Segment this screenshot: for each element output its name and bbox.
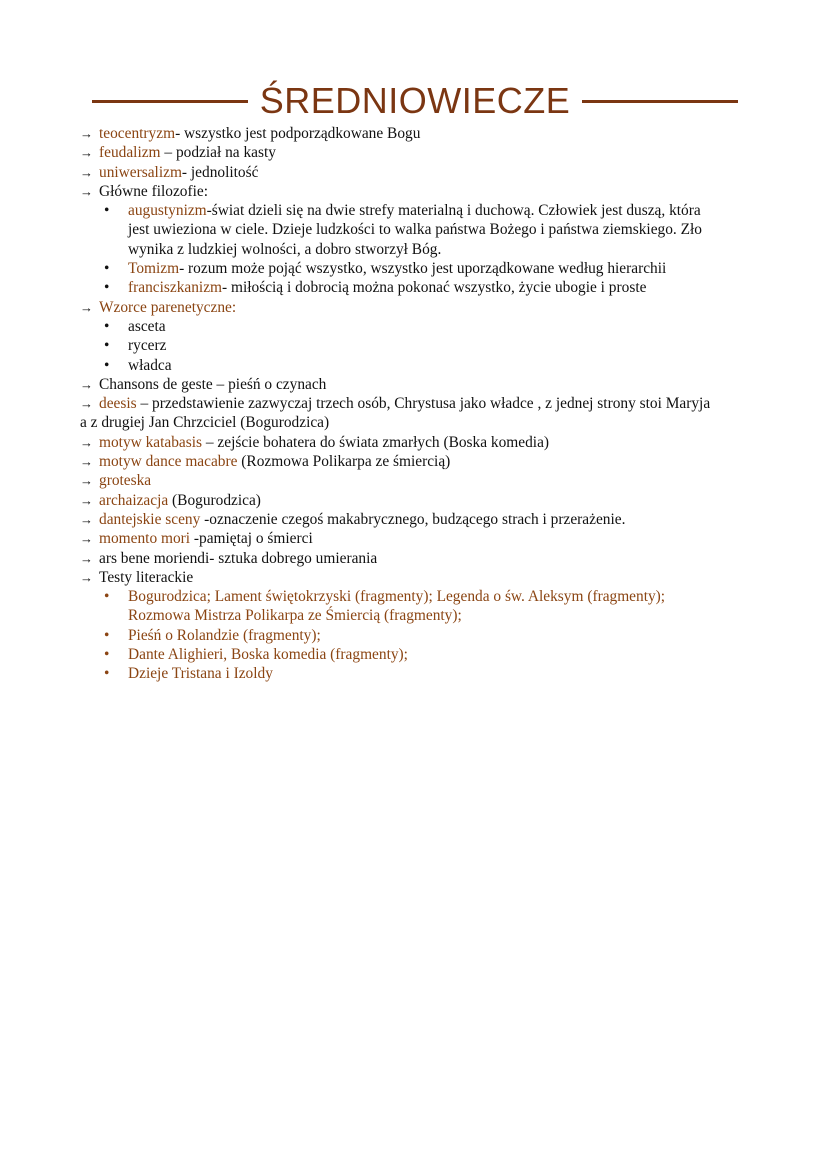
list-item [80, 163, 720, 182]
bullet-icon: • [104, 260, 110, 278]
list-item [80, 124, 720, 143]
notes-content [80, 124, 720, 684]
arrow-icon: → [80, 492, 93, 508]
arrow-icon: → [80, 550, 93, 566]
bullet-icon: • [104, 626, 110, 644]
list-item [80, 549, 720, 568]
philosophy-item [80, 201, 720, 259]
list-item [80, 471, 720, 490]
term: archaizacja [99, 491, 169, 509]
term: motyw dance macabre [99, 453, 238, 471]
term: momento mori [99, 530, 191, 548]
list-item [80, 510, 720, 529]
term: uniwersalizm [99, 163, 182, 181]
parenetic-item [80, 356, 720, 375]
arrow-icon: → [80, 164, 93, 180]
parenetic-label: rycerz [128, 337, 167, 355]
list-item [80, 452, 720, 471]
literary-text-label: Bogurodzica; Lament świętokrzyski (fragmenty); Legenda o św. Aleksym (fragmenty); Rozmowa Mistrza Polikarpa ze Śmiercią (fragmenty); [128, 588, 666, 625]
arrow-icon: → [80, 511, 93, 527]
term: augustynizm [128, 202, 207, 220]
arrow-icon: → [80, 396, 93, 412]
definition: - jednolitość [181, 163, 259, 181]
term: motyw katabasis [99, 433, 203, 451]
arrow-icon: → [80, 531, 93, 547]
definition: - wszystko jest podporządkowane Bogu [175, 125, 421, 142]
term: feudalizm [99, 144, 161, 162]
list-item [80, 375, 720, 394]
list-item [80, 568, 720, 587]
philosophy-item [80, 259, 720, 278]
term: dantejskie sceny [99, 510, 201, 528]
list-item [80, 143, 720, 162]
arrow-icon: → [80, 126, 93, 141]
bullet-icon: • [104, 588, 110, 606]
definition: -pamiętaj o śmierci [190, 530, 313, 548]
definition: – podział na kasty [160, 144, 276, 162]
philosophy-item [80, 278, 720, 297]
arrow-icon: → [80, 299, 93, 315]
literary-text-label: Pieśń o Rolandzie (fragmenty); [128, 626, 321, 644]
section-heading: Wzorce parenetyczne: [99, 298, 237, 316]
term: deesis [99, 395, 137, 413]
section-heading: Główne filozofie: [99, 182, 208, 200]
definition: - miłością i dobrocią można pokonać wszystko, życie ubogie i proste [222, 279, 647, 297]
arrow-icon: → [80, 569, 93, 585]
term: groteska [99, 472, 152, 490]
definition: – zejście bohatera do świata zmarłych (Boska komedia) [202, 433, 550, 451]
arrow-icon: → [80, 473, 93, 489]
list-item [80, 491, 720, 510]
term: Tomizm [128, 260, 180, 278]
definition: (Bogurodzica) [168, 491, 261, 509]
title-row [92, 78, 738, 124]
definition: – przedstawienie zazwyczaj trzech osób, Chrystusa jako władce , z jednej strony stoi Maryja a z drugiej Jan Chrzciciel (Bogurodzica) [80, 395, 711, 432]
bullet-icon: • [104, 317, 110, 335]
parenetic-item [80, 336, 720, 355]
definition: -świat dzieli się na dwie strefy materialną i duchową. Człowiek jest duszą, która jest uwieziona w ciele. Dzieje ludzkości to walka państwa Bożego i państwa ziemskiego. Zło wynika z ludzkiej wolności, a dobro stworzył Bóg. [128, 202, 702, 258]
bullet-icon: • [104, 646, 110, 664]
literary-text-label: Dante Alighieri, Boska komedia (fragmenty); [128, 646, 408, 664]
definition: - rozum może pojąć wszystko, wszystko jest uporządkowane według hierarchii [179, 260, 667, 278]
arrow-icon: → [80, 454, 93, 470]
parenetic-item [80, 317, 720, 336]
literary-text-item [80, 587, 720, 626]
section-heading: Testy literackie [99, 568, 194, 586]
literary-text-item [80, 645, 720, 664]
bullet-icon: • [104, 279, 110, 297]
list-item [80, 394, 720, 433]
arrow-icon: → [80, 183, 93, 199]
literary-text-label: Dzieje Tristana i Izoldy [128, 665, 273, 683]
definition: ars bene moriendi- sztuka dobrego umierania [99, 549, 378, 567]
term: franciszkanizm [128, 279, 223, 297]
parenetic-label: władca [128, 356, 172, 374]
definition: (Rozmowa Polikarpa ze śmiercią) [237, 453, 451, 471]
arrow-icon: → [80, 145, 93, 161]
literary-text-item [80, 626, 720, 645]
arrow-icon: → [80, 434, 93, 450]
bullet-icon: • [104, 665, 110, 683]
bullet-icon: • [104, 202, 110, 220]
list-item [80, 433, 720, 452]
list-item [80, 182, 720, 201]
term: teocentryzm [99, 125, 176, 142]
bullet-icon: • [104, 356, 110, 374]
list-item [80, 529, 720, 548]
title-rule-left [92, 100, 248, 103]
parenetic-label: asceta [128, 317, 166, 335]
literary-text-item [80, 664, 720, 683]
page-title: ŚREDNIOWIECZE [259, 80, 571, 121]
arrow-icon: → [80, 376, 93, 392]
title-rule-right [582, 100, 738, 103]
definition: -oznaczenie czegoś makabrycznego, budzącego strach i przerażenie. [200, 510, 626, 528]
bullet-icon: • [104, 337, 110, 355]
list-item [80, 298, 720, 317]
definition: Chansons de geste – pieśń o czynach [99, 375, 327, 393]
